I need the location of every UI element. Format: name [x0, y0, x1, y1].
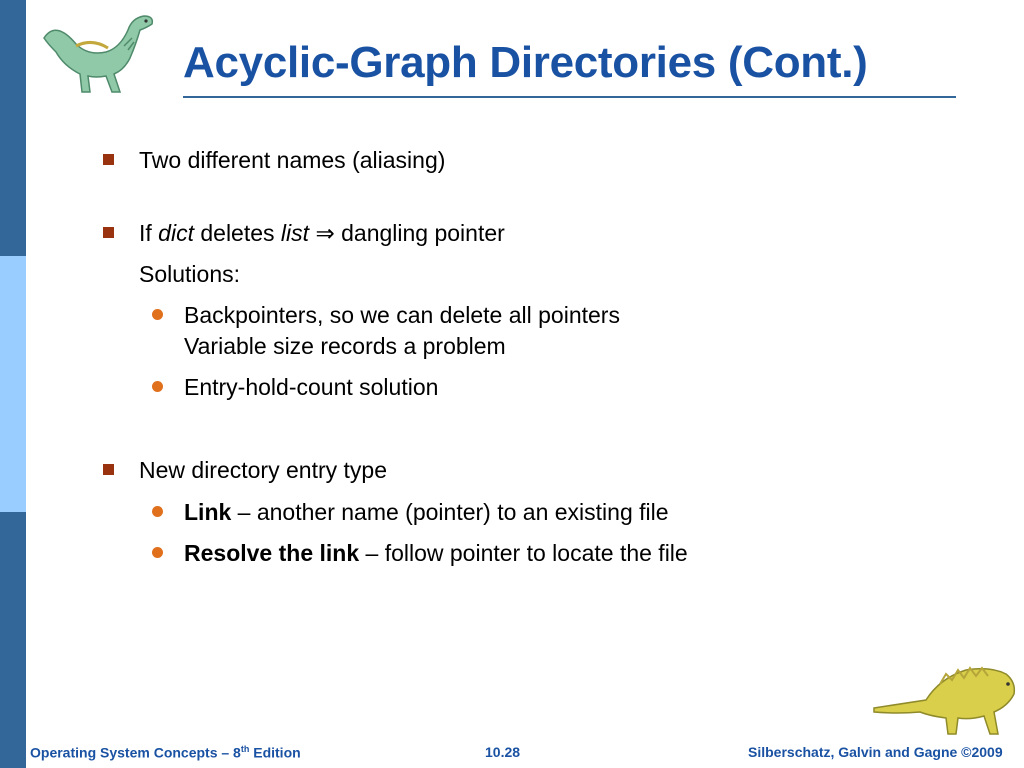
footer-edition-text: Edition: [249, 744, 301, 761]
text-if: If: [139, 220, 152, 246]
title-underline: [183, 96, 956, 98]
text-deletes: deletes: [200, 220, 275, 246]
round-bullet-icon: [152, 309, 163, 320]
footer-book-title: [30, 744, 301, 761]
sub-bullet-resolve: [184, 539, 688, 567]
text-link-bold: Link: [184, 499, 232, 525]
dinosaur-icon: [36, 8, 156, 96]
text-dangling-pointer: dangling pointer: [341, 220, 505, 246]
footer-slide-number: 10.28: [485, 744, 521, 760]
bullet-new-entry-type: New directory entry type: [139, 457, 387, 483]
bullet-aliasing: Two different names (aliasing): [139, 147, 446, 173]
footer-superscript: th: [240, 744, 250, 754]
side-bar-bottom: [0, 512, 26, 768]
text-dict: dict: [158, 220, 194, 246]
text-list: list: [280, 220, 310, 246]
sub-bullet-backpointers: Backpointers, so we can delete all pointers: [184, 302, 620, 328]
slide-title: Acyclic-Graph Directories (Cont.): [183, 38, 868, 87]
round-bullet-icon: [152, 381, 163, 392]
text-resolve-bold: Resolve the link: [184, 540, 360, 566]
side-bar-middle: [0, 256, 26, 512]
footer-book-text: Operating System Concepts – 8: [30, 744, 241, 761]
round-bullet-icon: [152, 506, 163, 517]
sub-bullet-variable-size: Variable size records a problem: [184, 333, 506, 359]
sub-bullet-entry-hold-count: Entry-hold-count solution: [184, 374, 439, 400]
side-bar-top: [0, 0, 26, 256]
sub-bullet-link: [184, 498, 669, 526]
footer-authors: Silberschatz, Galvin and Gagne ©2009: [748, 744, 1003, 760]
text-resolve-desc: – follow pointer to locate the file: [365, 540, 688, 566]
square-bullet-icon: [103, 464, 114, 475]
dinosaur-icon: [870, 660, 1020, 738]
bullet-dangling-pointer: [139, 219, 505, 247]
solutions-label: Solutions:: [139, 261, 241, 287]
implies-arrow-icon: ⇒: [315, 220, 335, 246]
square-bullet-icon: [103, 227, 114, 238]
text-link-desc: – another name (pointer) to an existing file: [237, 499, 669, 525]
square-bullet-icon: [103, 154, 114, 165]
round-bullet-icon: [152, 547, 163, 558]
